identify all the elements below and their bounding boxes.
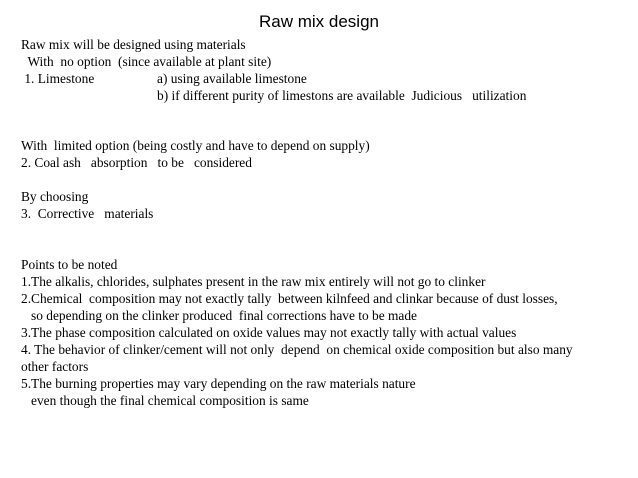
item-1-option-b: b) if different purity of limestons are available Judicious utilization	[157, 88, 527, 103]
point-4-line-1: 4. The behavior of clinker/cement will not only depend on chemical oxide composition but also many	[21, 342, 573, 357]
item-1-option-a: a) using available limestone	[157, 71, 307, 86]
item-1-label: 1. Limestone	[21, 71, 95, 86]
choosing-line-2: 3. Corrective materials	[21, 206, 154, 221]
point-1: 1.The alkalis, chlorides, sulphates present in the raw mix entirely will not go to clinker	[21, 274, 486, 289]
intro-line-1: Raw mix will be designed using materials	[21, 37, 246, 52]
point-3: 3.The phase composition calculated on oxide values may not exactly tally with actual values	[21, 325, 517, 340]
point-5-line-2: even though the final chemical composition is same	[21, 393, 309, 408]
points-heading: Points to be noted	[21, 257, 118, 272]
point-4-line-2: other factors	[21, 359, 89, 374]
point-2-line-1: 2.Chemical composition may not exactly tally between kilnfeed and clinkar because of dust losses,	[21, 291, 558, 306]
limited-line-1: With limited option (being costly and have to depend on supply)	[21, 138, 370, 153]
page-title: Raw mix design	[259, 12, 379, 31]
limited-line-2: 2. Coal ash absorption to be considered	[21, 155, 252, 170]
point-2-line-2: so depending on the clinker produced final corrections have to be made	[21, 308, 418, 323]
intro-line-2: With no option (since available at plant site)	[21, 54, 272, 69]
point-5-line-1: 5.The burning properties may vary depending on the raw materials nature	[21, 376, 416, 391]
choosing-line-1: By choosing	[21, 189, 89, 204]
